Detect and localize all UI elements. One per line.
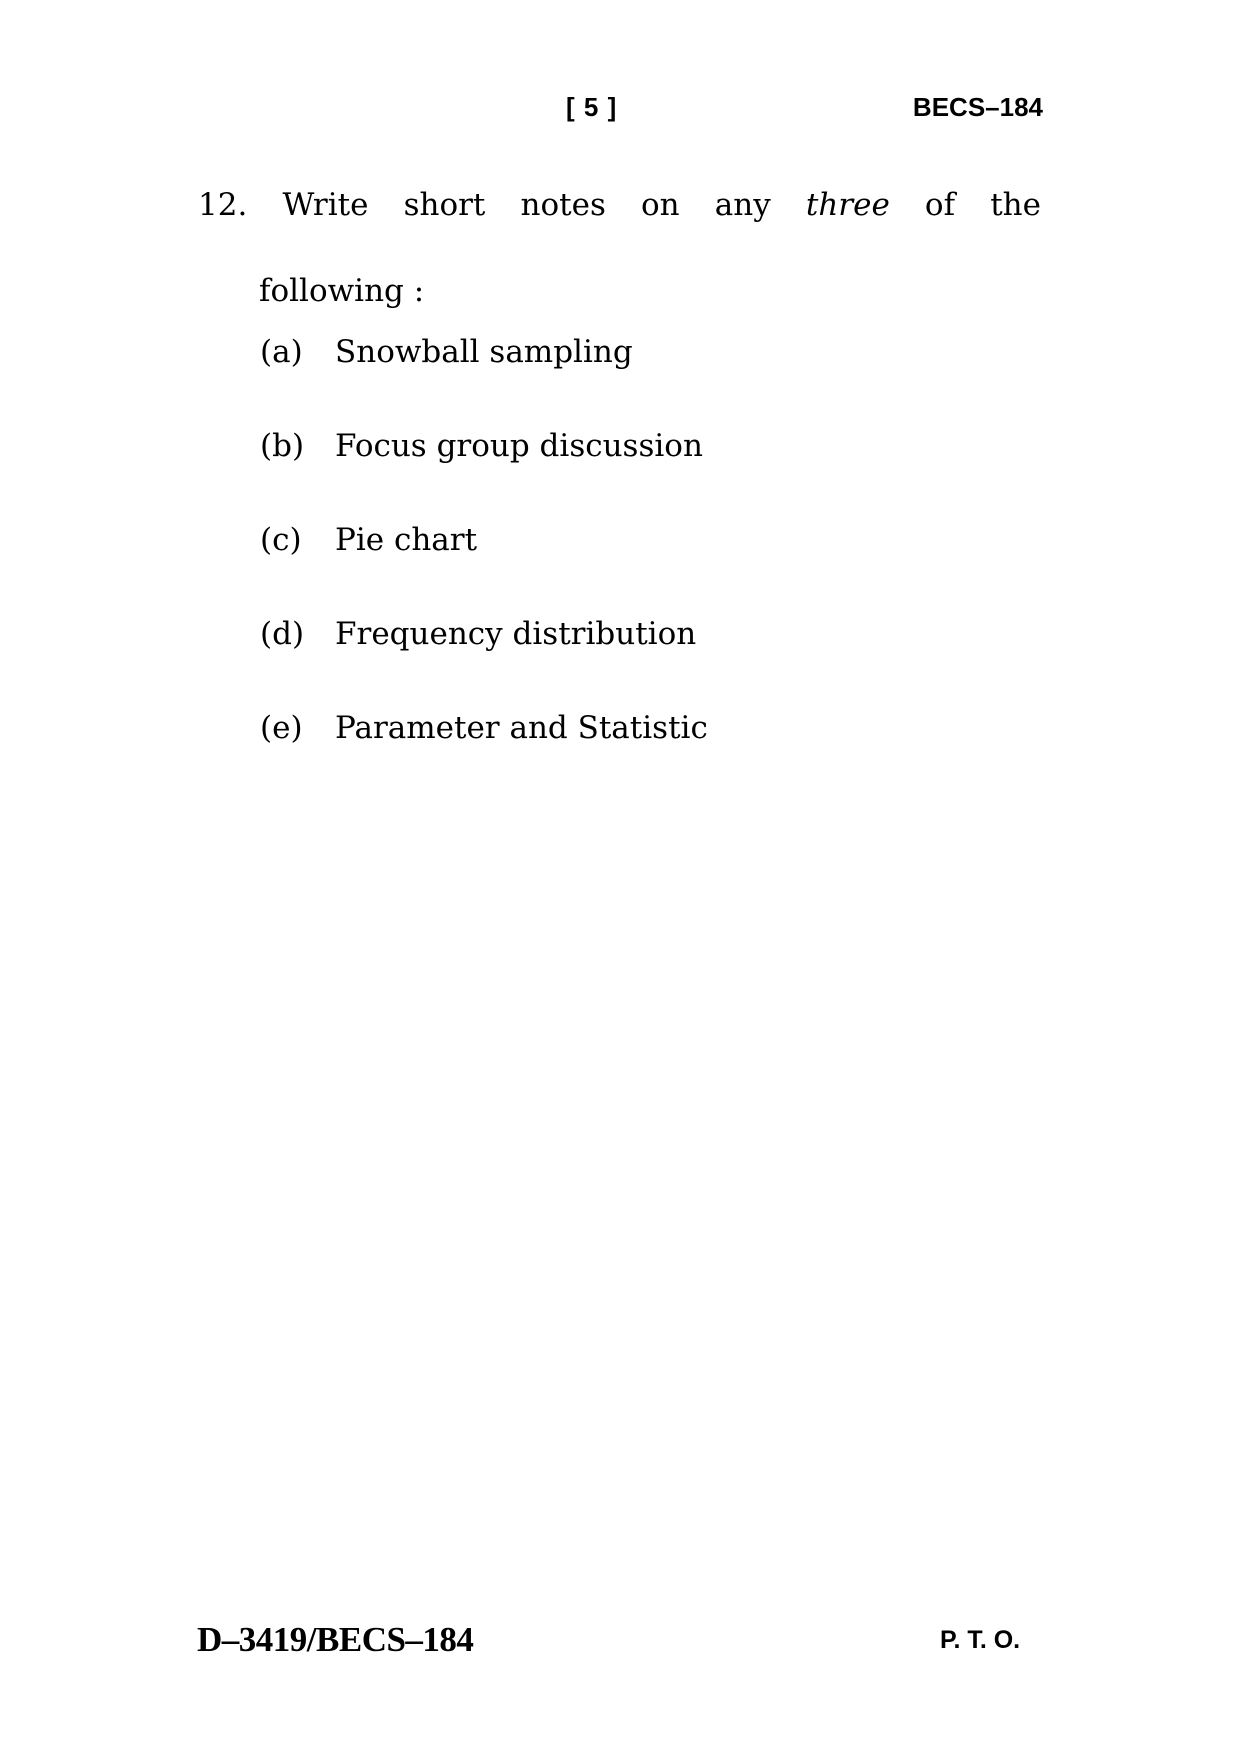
- item-label: (a): [260, 334, 303, 370]
- prompt-word: Write: [282, 187, 369, 223]
- prompt-word: notes: [520, 187, 606, 223]
- question-prompt-line1: [198, 162, 1041, 248]
- item-label: (b): [260, 428, 305, 464]
- question-12: [198, 162, 1041, 334]
- list-item: [260, 428, 708, 522]
- item-label: (c): [260, 522, 302, 558]
- item-text: Focus group discussion: [335, 428, 703, 464]
- prompt-word: any: [714, 187, 771, 223]
- list-item: [260, 710, 708, 804]
- header-course-code: BECS–184: [912, 92, 1043, 122]
- question-number: 12.: [198, 187, 248, 223]
- item-text: Pie chart: [335, 522, 478, 558]
- list-item: [260, 616, 708, 710]
- footer-paper-code: D–3419/BECS–184: [197, 1620, 474, 1659]
- item-text: Parameter and Statistic: [335, 710, 708, 746]
- prompt-word: the: [990, 187, 1041, 223]
- prompt-word: on: [641, 187, 680, 223]
- question-prompt-line2: following :: [259, 273, 425, 309]
- list-item: [260, 334, 708, 428]
- item-label: (e): [260, 710, 303, 746]
- footer-pto: P. T. O.: [940, 1626, 1021, 1654]
- prompt-word: of: [924, 187, 956, 223]
- prompt-word: short: [403, 187, 486, 223]
- page-number: [ 5 ]: [566, 92, 618, 122]
- item-label: (d): [260, 616, 305, 652]
- item-text: Frequency distribution: [335, 616, 697, 652]
- list-item: [260, 522, 708, 616]
- item-text: Snowball sampling: [335, 334, 633, 370]
- prompt-emphasis: three: [805, 187, 890, 223]
- question-options-list: [260, 334, 708, 804]
